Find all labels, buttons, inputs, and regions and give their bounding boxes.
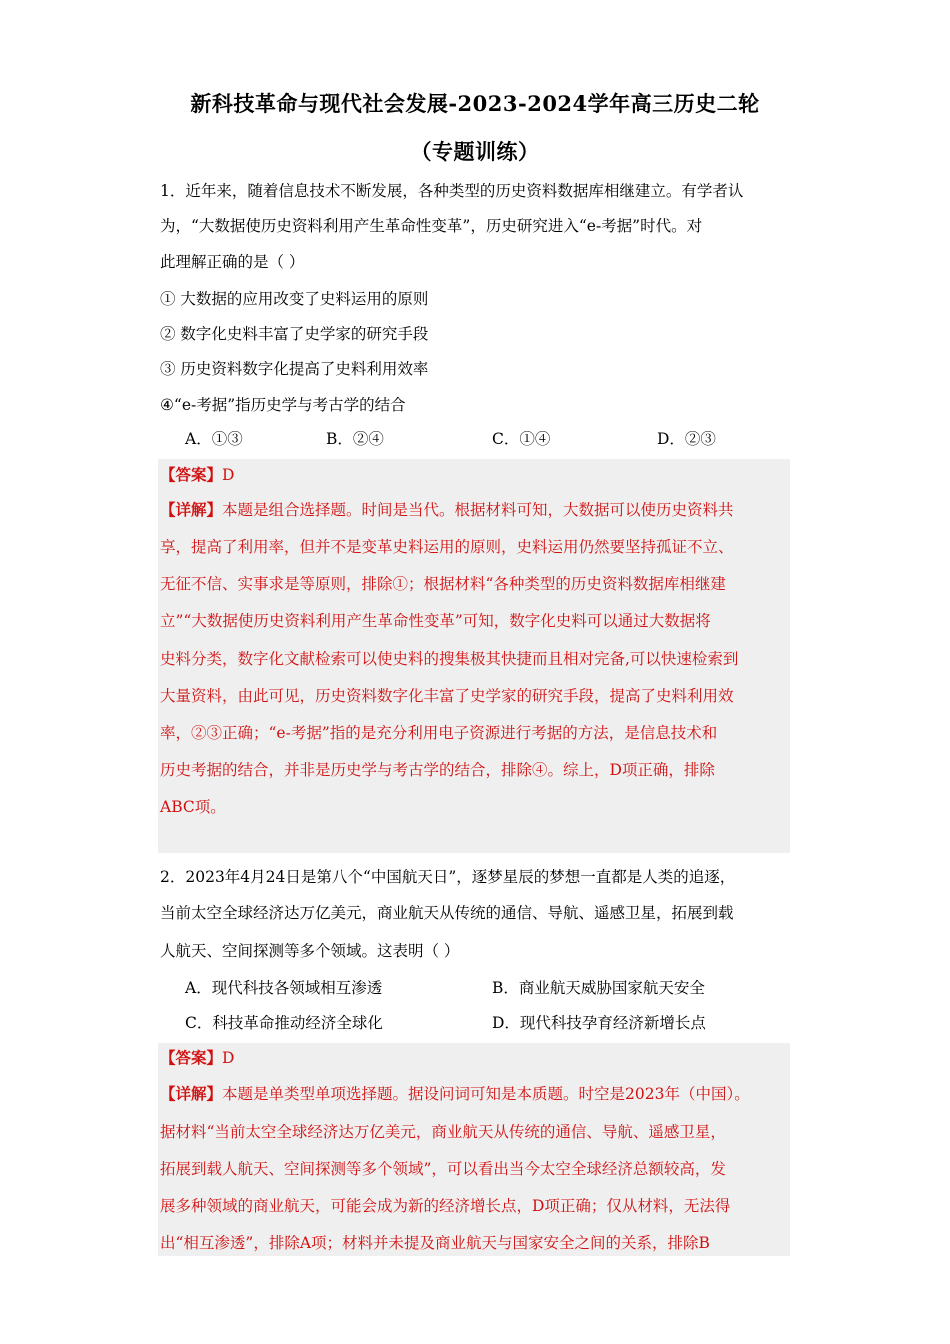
q1-option-b[interactable]: B．②④ <box>326 430 384 448</box>
q2-detail-text-1: 本题是单类型单项选择题。据设问词可知是本质题。时空是2023年（中国）。 <box>222 1085 750 1103</box>
q1-statement-1: ① 大数据的应用改变了史料运用的原则 <box>160 290 429 308</box>
q1-answer-value: D <box>222 466 235 484</box>
q1-detail-line-3: 无征不信、实事求是等原则，排除①；根据材料“各种类型的历史资料数据库相继建 <box>160 575 726 593</box>
q2-detail-line-2: 据材料“当前太空全球经济达万亿美元，商业航天从传统的通信、导航、遥感卫星， <box>160 1123 726 1141</box>
q1-statement-3: ③ 历史资料数字化提高了史料利用效率 <box>160 360 429 378</box>
q1-detail-label: 【详解】 <box>160 500 223 519</box>
q1-answer-label: 【答案】 <box>160 465 223 484</box>
q2-detail-label: 【详解】 <box>160 1084 223 1103</box>
q2-option-b[interactable]: B．商业航天威胁国家航天安全 <box>492 979 705 997</box>
doc-title-line2: （专题训练） <box>410 139 540 164</box>
q1-option-c[interactable]: C．①④ <box>492 430 551 448</box>
q1-answer <box>160 464 234 486</box>
q2-stem-line-3: 人航天、空间探测等多个领域。这表明（ ） <box>160 942 460 960</box>
q1-detail-text-1: 本题是组合选择题。时间是当代。根据材料可知，大数据可以使历史资料共 <box>222 501 734 519</box>
q1-statement-2: ② 数字化史料丰富了史学家的研究手段 <box>160 325 429 343</box>
q1-option-a[interactable]: A．①③ <box>185 430 243 448</box>
q1-statement-4: ④“e-考据”指历史学与考古学的结合 <box>160 396 406 414</box>
q2-option-a[interactable]: A．现代科技各领域相互渗透 <box>185 979 383 997</box>
q2-stem-line-2: 当前太空全球经济达万亿美元，商业航天从传统的通信、导航、遥感卫星，拓展到载 <box>160 904 734 922</box>
q2-answer-label: 【答案】 <box>160 1048 223 1067</box>
q2-answer <box>160 1047 234 1069</box>
q2-option-d[interactable]: D．现代科技孕育经济新增长点 <box>492 1014 706 1032</box>
q1-stem-line-3: 此理解正确的是（ ） <box>160 253 305 271</box>
q1-detail-line-2: 享，提高了利用率，但并不是变革史料运用的原则，史料运用仍然要坚持孤证不立、 <box>160 538 734 556</box>
q1-detail-line-9: ABC项。 <box>160 798 226 816</box>
q1-detail-line-8: 历史考据的结合，并非是历史学与考古学的结合，排除④。综上，D项正确，排除 <box>160 761 715 779</box>
q1-stem-line-1: 1．近年来，随着信息技术不断发展，各种类型的历史资料数据库相继建立。有学者认 <box>160 182 744 200</box>
q1-detail-line-4: 立”“大数据使历史资料利用产生革命性变革”可知，数字化史料可以通过大数据将 <box>160 612 711 630</box>
q2-detail-line-3: 拓展到载人航天、空间探测等多个领域”，可以看出当今太空全球经济总额较高，发 <box>160 1160 726 1178</box>
q2-detail-line-4: 展多种领域的商业航天，可能会成为新的经济增长点，D项正确；仅从材料，无法得 <box>160 1197 731 1215</box>
q2-detail-line-1 <box>160 1083 750 1105</box>
q2-option-c[interactable]: C．科技革命推动经济全球化 <box>185 1014 383 1032</box>
q2-detail-line-5: 出“相互渗透”，排除A项；材料并未提及商业航天与国家安全之间的关系，排除B <box>160 1234 710 1252</box>
q1-stem-line-2: 为，“大数据使历史资料利用产生革命性变革”，历史研究进入“e-考据”时代。对 <box>160 217 703 235</box>
q1-detail-line-5: 史料分类，数字化文献检索可以使史料的搜集极其快捷而且相对完备,可以快速检索到 <box>160 650 739 668</box>
q1-detail-line-1 <box>160 499 734 521</box>
q2-stem-line-1: 2．2023年4月24日是第八个“中国航天日”，逐梦星辰的梦想一直都是人类的追逐， <box>160 868 736 886</box>
doc-title-line1: 新科技革命与现代社会发展-2023-2024学年高三历史二轮 <box>190 91 760 116</box>
q1-detail-line-6: 大量资料，由此可见，历史资料数字化丰富了史学家的研究手段，提高了史料利用效 <box>160 687 734 705</box>
q2-answer-box <box>158 1043 790 1256</box>
q1-detail-line-7: 率，②③正确；“e-考据”指的是充分利用电子资源进行考据的方法，是信息技术和 <box>160 724 718 742</box>
q2-answer-value: D <box>222 1049 235 1067</box>
q1-option-d[interactable]: D．②③ <box>657 430 716 448</box>
